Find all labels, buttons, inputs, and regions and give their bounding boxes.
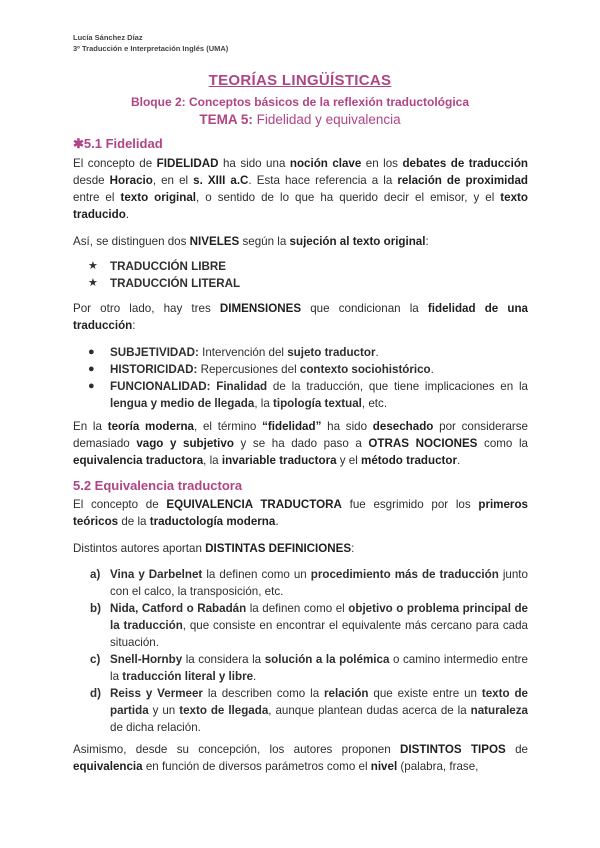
text-run: .	[457, 454, 461, 467]
text-run: , en el	[152, 174, 194, 187]
text-run: entre el	[73, 191, 121, 204]
text-run: Así, se distinguen dos	[73, 235, 190, 248]
text-run: junto con el calco, la transposición, etc.	[110, 568, 528, 598]
text-run: :	[132, 319, 136, 332]
level-label: TRADUCCIÓN LIBRE	[110, 260, 226, 273]
bold-text-run: FUNCIONALIDAD:	[110, 380, 211, 393]
bold-text-run: solución a la polémica	[264, 653, 390, 666]
text-run: fue esgrimido por los	[341, 498, 479, 511]
bold-text-run: Nida, Catford o Rabadán	[110, 602, 247, 615]
bold-text-run: teoría moderna	[107, 420, 194, 433]
page-header	[73, 32, 228, 54]
definition-text	[110, 602, 528, 649]
list-letter: c)	[90, 653, 101, 666]
bold-text-run: debates de traducción	[402, 157, 528, 170]
text-run: como la	[477, 437, 528, 450]
list-item	[90, 600, 528, 651]
list-letter: d)	[90, 687, 101, 700]
header-author: Lucía Sánchez Díaz	[73, 33, 143, 42]
bold-text-run: fidelidad de una traducción	[73, 302, 528, 332]
text-run: Intervención del	[198, 346, 288, 359]
text-run: , la	[203, 454, 222, 467]
text-run: de dicha relación.	[110, 721, 201, 734]
text-run: en función de diversos parámetros como el	[142, 760, 371, 773]
header-course: 3º Traducción e Interpretación Inglés (UMA)	[73, 44, 229, 53]
bold-text-run: NIVELES	[189, 235, 240, 248]
bold-text-run: contexto sociohistórico	[299, 363, 431, 376]
bold-text-run: Snell-Hornby	[110, 653, 183, 666]
bold-text-run: relación de proximidad	[397, 174, 529, 187]
definition-text	[110, 653, 528, 683]
text-run: según la	[239, 235, 290, 248]
bold-text-run: DISTINTAS DEFINICIONES	[205, 542, 352, 555]
bold-text-run: texto de llegada	[179, 704, 269, 717]
dimension-text	[110, 363, 434, 376]
text-run: de	[505, 743, 528, 756]
text-run: y el	[336, 454, 362, 467]
bold-text-run: SUBJETIVIDAD:	[110, 346, 199, 359]
list-item	[88, 275, 528, 292]
paragraph-dimensiones	[73, 300, 528, 334]
text-run: o camino intermedio entre la	[110, 653, 528, 683]
level-label: TRADUCCIÓN LITERAL	[110, 277, 241, 290]
text-run: la definen como el	[246, 602, 349, 615]
bold-text-run: Vina y Darbelnet	[110, 568, 203, 581]
text-run: la considera la	[182, 653, 265, 666]
star-bullet-icon: ★	[88, 260, 98, 272]
text-run: .	[430, 363, 434, 376]
text-run: :	[425, 235, 429, 248]
list-item	[90, 651, 528, 685]
topic-label: TEMA 5:	[199, 112, 253, 127]
text-run: que existe entre un	[368, 687, 482, 700]
definition-text	[110, 568, 528, 598]
text-run: (palabra, frase,	[397, 760, 479, 773]
bold-text-run: sujeción al texto original	[289, 235, 426, 248]
text-run: por considerarse demasiado	[73, 420, 528, 450]
text-run: y se ha dado paso a	[233, 437, 369, 450]
bold-text-run: FIDELIDAD	[156, 157, 219, 170]
topic-title	[0, 112, 600, 127]
bold-text-run: lengua y medio de llegada	[110, 397, 255, 410]
text-run: ha sido	[321, 420, 373, 433]
text-run: , el término	[193, 420, 263, 433]
text-run: .	[275, 515, 279, 528]
text-run: El concepto de	[73, 498, 167, 511]
definition-text	[110, 687, 528, 734]
bold-text-run: Reiss y Vermeer	[110, 687, 203, 700]
paragraph-tipos-equivalencia	[73, 741, 528, 775]
paragraph-teoria-moderna	[73, 418, 528, 469]
text-run: Repercusiones del	[197, 363, 300, 376]
text-run: . Esta hace referencia a la	[248, 174, 398, 187]
list-item	[88, 344, 528, 361]
bold-text-run: naturaleza	[470, 704, 529, 717]
bold-text-run: texto original	[120, 191, 197, 204]
section-heading-fidelidad: ✱5.1 Fidelidad	[73, 136, 163, 151]
dimension-text	[110, 380, 528, 410]
list-letter: b)	[90, 602, 101, 615]
text-run: la definen como un	[202, 568, 311, 581]
star-bullet-icon: ★	[88, 277, 98, 289]
text-run: .	[125, 208, 130, 221]
bold-text-run: equivalencia traductora	[73, 454, 204, 467]
text-run: , la	[254, 397, 274, 410]
bold-text-run: EQUIVALENCIA TRADUCTORA	[166, 498, 342, 511]
text-run: ha sido una	[218, 157, 290, 170]
paragraph-niveles	[73, 233, 528, 250]
paragraph-equivalencia-concept	[73, 496, 528, 530]
paragraph-fidelidad-definition	[73, 155, 528, 223]
bold-text-run: nivel	[370, 760, 398, 773]
text-run: y un	[148, 704, 180, 717]
bold-text-run: Finalidad	[216, 380, 268, 393]
text-run: Asimismo, desde su concepción, los autores proponen	[73, 743, 400, 756]
bold-text-run: tipología textual	[273, 397, 362, 410]
bold-text-run: traductología moderna	[149, 515, 276, 528]
bold-text-run: equivalencia	[73, 760, 143, 773]
bold-text-run: HISTORICIDAD:	[110, 363, 198, 376]
bold-text-run: objetivo o problema principal de la traducción	[110, 602, 528, 632]
bold-text-run: invariable traductora	[221, 454, 337, 467]
dot-bullet-icon: ●	[88, 380, 95, 392]
text-run: de la traducción, que tiene implicaciones en la	[267, 380, 528, 393]
list-letter: a)	[90, 568, 101, 581]
bold-text-run: traducción literal y libre	[122, 670, 254, 683]
topic-name: Fidelidad y equivalencia	[252, 112, 401, 127]
bold-text-run: primeros teóricos	[73, 498, 528, 528]
bold-text-run: sujeto traductor	[287, 346, 376, 359]
text-run: , o sentido de lo que ha querido decir el emisor, y el	[196, 191, 501, 204]
bold-text-run: desechado	[372, 420, 434, 433]
text-run: :	[351, 542, 355, 555]
text-run: El concepto de	[73, 157, 157, 170]
bold-text-run: Horacio	[109, 174, 153, 187]
bold-text-run: texto de partida	[110, 687, 528, 717]
dot-bullet-icon: ●	[88, 346, 95, 358]
bold-text-run: texto traducido	[73, 191, 528, 221]
document-title: TEORÍAS LINGÜÍSTICAS	[208, 72, 392, 89]
bold-text-run: relación	[324, 687, 369, 700]
text-run: de la	[118, 515, 150, 528]
bold-text-run: vago y subjetivo	[136, 437, 234, 450]
bold-text-run: “fidelidad”	[262, 420, 322, 433]
bold-text-run: DISTINTOS TIPOS	[400, 743, 506, 756]
text-run: .	[375, 346, 379, 359]
text-run: Por otro lado, hay tres	[73, 302, 220, 315]
bold-text-run: s. XIII a.C	[193, 174, 249, 187]
text-run: desde	[73, 174, 110, 187]
section-heading-equivalencia: 5.2 Equivalencia traductora	[73, 478, 243, 493]
block-subtitle: Bloque 2: Conceptos básicos de la reflexión traductológica	[130, 95, 470, 109]
bold-text-run: DIMENSIONES	[219, 302, 302, 315]
dimension-text	[110, 346, 379, 359]
bold-text-run: OTRAS NOCIONES	[368, 437, 478, 450]
text-run: en los	[361, 157, 403, 170]
text-run: En la	[73, 420, 108, 433]
paragraph-definiciones	[73, 540, 528, 557]
list-item	[90, 685, 529, 736]
text-run: , etc.	[361, 397, 388, 410]
text-run: la describen como la	[202, 687, 325, 700]
list-item	[88, 361, 528, 378]
list-item	[88, 258, 528, 275]
text-run: que condicionan la	[301, 302, 428, 315]
text-run: Distintos autores aportan	[73, 542, 206, 555]
text-run: , que consiste en encontrar el equivalente más cercano para cada situación.	[110, 619, 528, 649]
text-run: .	[253, 670, 257, 683]
list-item	[88, 378, 528, 412]
list-item	[90, 566, 528, 600]
bold-text-run: procedimiento más de traducción	[310, 568, 499, 581]
bold-text-run: noción clave	[289, 157, 362, 170]
dot-bullet-icon: ●	[88, 363, 95, 375]
bold-text-run: método traductor	[361, 454, 457, 467]
text-run: , aunque plantean dudas acerca de la	[268, 704, 471, 717]
